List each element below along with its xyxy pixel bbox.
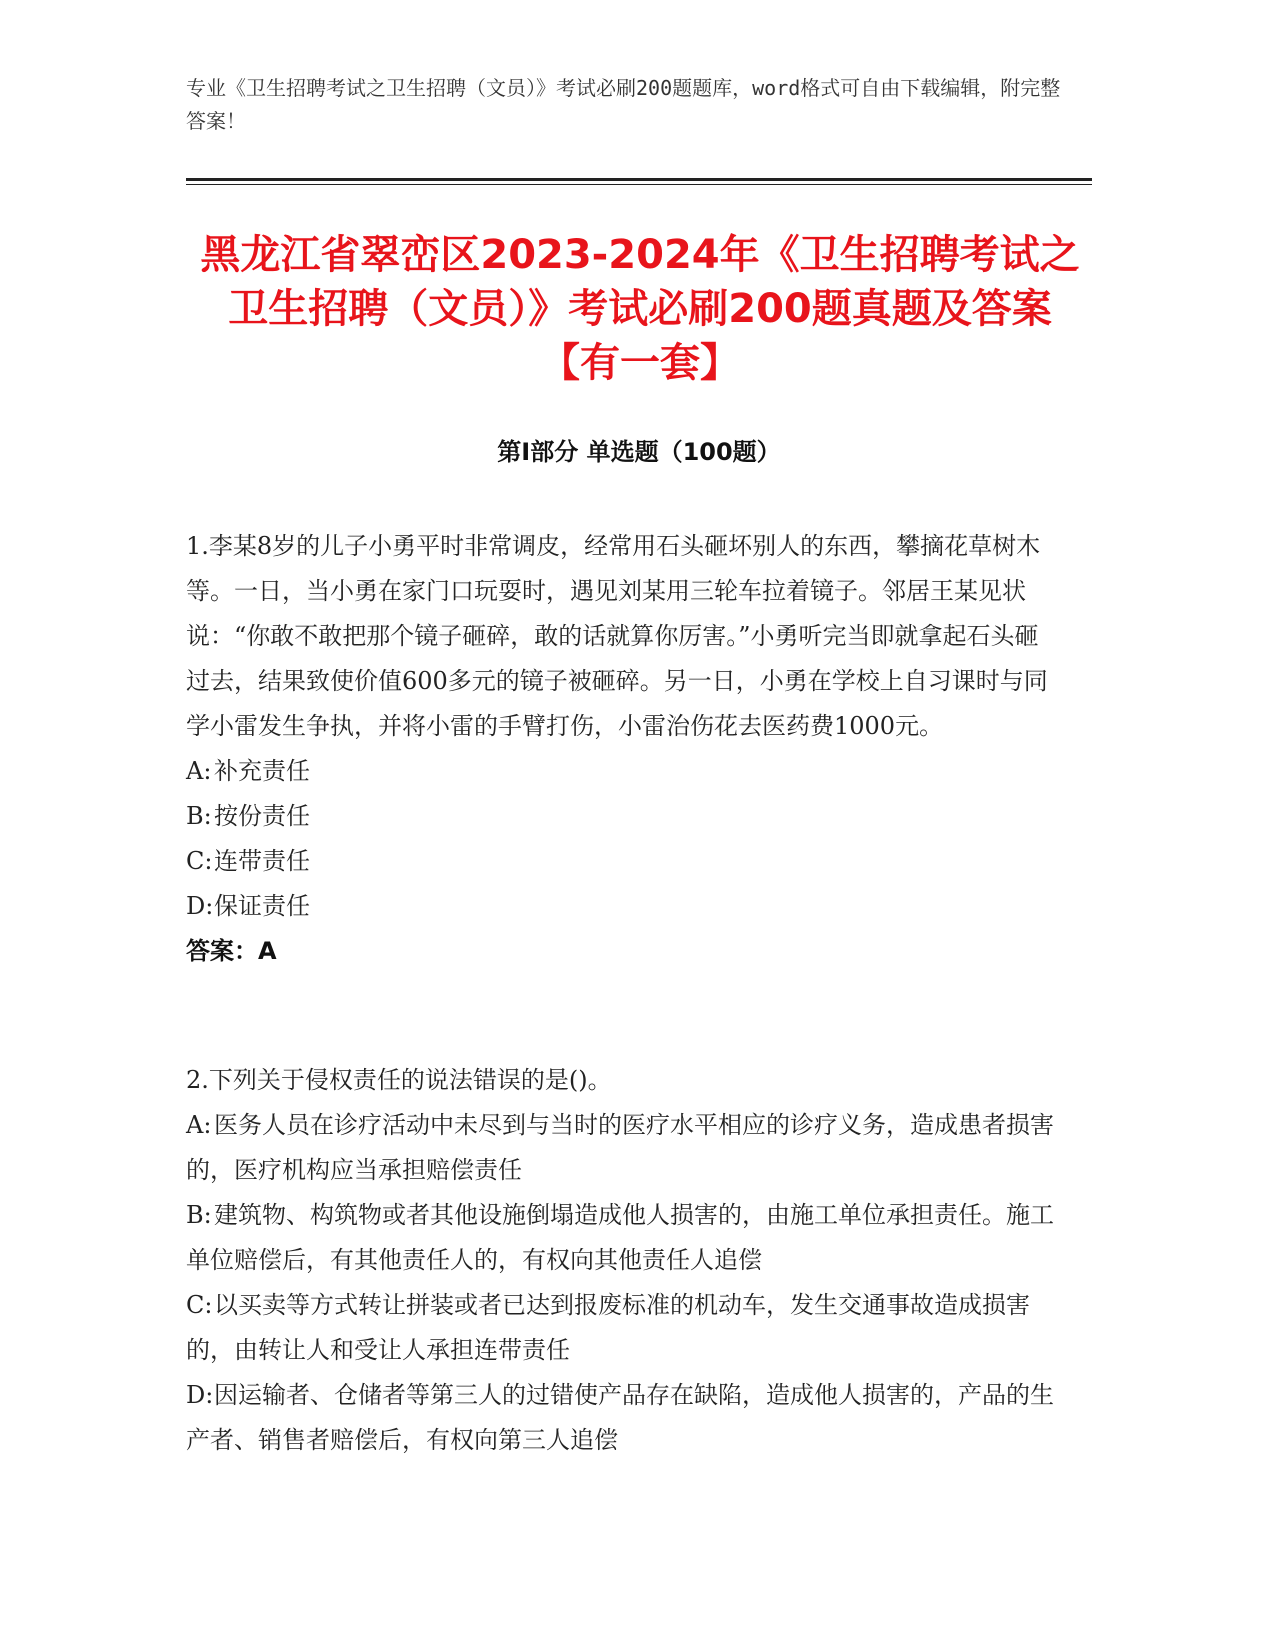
question-stem: 1.李某8岁的儿子小勇平时非常调皮，经常用石头砸坏别人的东西，攀摘花草树木等。一日，当小勇在家门口玩耍时，遇见刘某用三轮车拉着镜子。邻居王某见状说：“你敢不敢把那个镜子砸碎，敢的话就算你厉害。”小勇听完当即就拿起石头砸过去，结果致使价值600多元的镜子被砸碎。另一日，小勇在学校上自习课时与同学小雷发生争执，并将小雷的手臂打伤，小雷治伤花去医药费1000元。 [186,532,1048,740]
option-letter: D: [186,1381,214,1409]
option-letter: B: [186,1201,212,1229]
option-text: 因运输者、仓储者等第三人的过错使产品存在缺陷，造成他人损害的，产品的生产者、销售者赔偿后，有权向第三人追偿 [186,1381,1054,1454]
option-letter: C: [186,1291,213,1319]
option-a [186,749,1056,794]
option-a [186,1103,1056,1193]
document-title: 黑龙江省翠峦区2023-2024年《卫生招聘考试之卫生招聘（文员）》考试必刷200题真题及答案【有一套】 [200,232,1080,386]
option-letter: B: [186,802,212,830]
option-text: 医务人员在诊疗活动中未尽到与当时的医疗水平相应的诊疗义务，造成患者损害的，医疗机构应当承担赔偿责任 [186,1111,1054,1184]
option-letter: A: [186,1111,212,1139]
option-b [186,1193,1056,1283]
option-text: 建筑物、构筑物或者其他设施倒塌造成他人损害的，由施工单位承担责任。施工单位赔偿后，有其他责任人的，有权向其他责任人追偿 [186,1201,1054,1274]
question-stem: 2.下列关于侵权责任的说法错误的是()。 [186,1066,612,1094]
option-b [186,794,1056,839]
option-c [186,839,1056,884]
question-2 [186,1058,1056,1463]
option-text: 以买卖等方式转让拼装或者已达到报废标准的机动车，发生交通事故造成损害的，由转让人和受让人承担连带责任 [186,1291,1030,1364]
option-text: 按份责任 [214,802,310,830]
section-title: 第Ⅰ部分 单选题（100题） [497,438,781,466]
option-letter: D: [186,892,214,920]
option-c [186,1283,1056,1373]
option-text: 连带责任 [214,847,310,875]
header-divider-thin [186,184,1092,185]
header-note: 专业《卫生招聘考试之卫生招聘（文员）》考试必刷200题题库，word格式可自由下载编辑，附完整答案！ [186,76,1061,133]
option-d [186,884,1056,929]
option-letter: A: [186,757,212,785]
option-letter: C: [186,847,213,875]
question-1 [186,524,1056,974]
option-text: 保证责任 [214,892,310,920]
option-d [186,1373,1056,1463]
option-text: 补充责任 [214,757,310,785]
header-divider-thick [186,178,1092,181]
answer-line: 答案：A [186,937,277,965]
